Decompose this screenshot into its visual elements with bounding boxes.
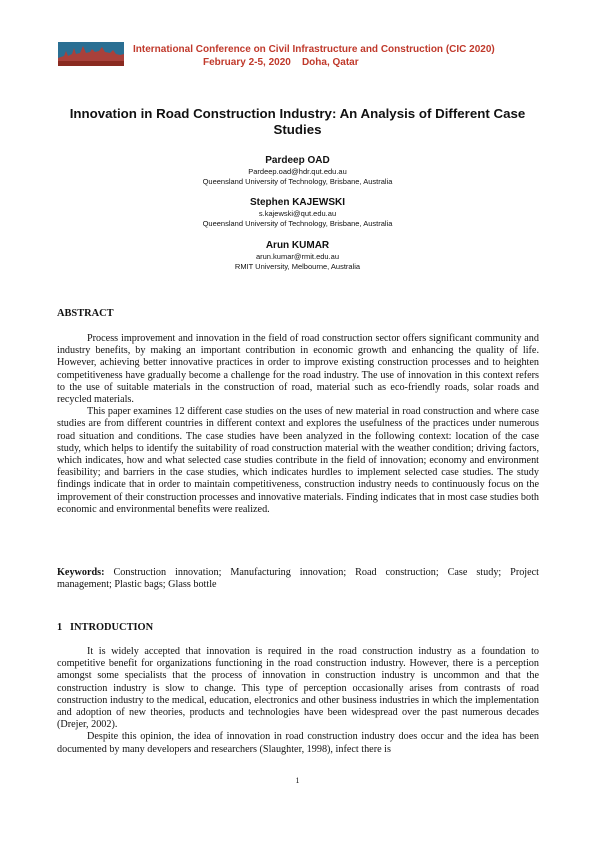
introduction-paragraph: Despite this opinion, the idea of innovation in road construction industry does occur and the idea has been documented by many developers and researchers (Slaughter, 1998), infect there is [57, 731, 539, 755]
author-name: Stephen KAJEWSKI [249, 197, 345, 208]
page-number: 1 [295, 776, 300, 785]
keywords [57, 567, 539, 591]
paper-title: Innovation in Road Construction Industry: An Analysis of Different Case Studies [69, 106, 526, 137]
introduction-paragraph: It is widely accepted that innovation is required in the road construction industry as a foundation to competitive benefit for organizations functioning in the road construction industry. However, there is a perception amongst some specialists that the process of innovation in construction industry is uncommon and that the construction industry is slow to change. This type of perception occasionally arises from contrasts of road construction industry to the medical, education, electronics and other business industries in which the implementation and adoption of new theories, products and technologies have been widespread over the past numerous decades (Drejer, 2002). [57, 646, 539, 731]
author-email: arun.kumar@rmit.edu.au [255, 252, 340, 261]
author-block-1 [0, 154, 595, 187]
introduction-heading: 1 INTRODUCTION [57, 622, 154, 633]
introduction-body [57, 646, 539, 756]
author-affiliation: Queensland University of Technology, Brisbane, Australia [202, 177, 393, 186]
author-name: Pardeep OAD [265, 155, 330, 166]
keywords-label: Keywords: [57, 567, 105, 578]
conference-title: International Conference on Civil Infrastructure and Construction (CIC 2020) [133, 44, 495, 55]
author-affiliation: RMIT University, Melbourne, Australia [234, 262, 361, 271]
keywords-text: Construction innovation; Manufacturing innovation; Road construction; Case study; Project management; Plastic bags; Glass bottle [57, 567, 540, 591]
author-email: s.kajewski@qut.edu.au [258, 209, 337, 218]
author-block-3 [0, 239, 595, 272]
abstract-body [57, 333, 539, 516]
conference-dates-location: February 2-5, 2020 Doha, Qatar [203, 57, 359, 68]
author-block-2 [0, 196, 595, 229]
abstract-paragraph: This paper examines 12 different case studies on the uses of new material in road construction and where case studies are from different countries in different context and explores the usefulness of the practices under numerous road situation and conditions. The case studies have been analyzed in the following context: location of the case study, which helps to identify the suitability of road construction material with the weather condition; driving factors, which indicates, how and what selected case studies contribute in the field of innovation; economy and environment feasibility; and barriers in the case studies, which indicates hurdles to implement selected case studies. The study findings indicate that in order to maintain competitiveness, construction industry needs to continuously focus on the improvement of their construction processes and innovative materials. Finding indicates that in most case studies both economic and environmental benefits were realized. [57, 406, 539, 515]
abstract-heading: ABSTRACT [57, 308, 114, 319]
conference-logo-icon [58, 42, 124, 66]
author-affiliation: Queensland University of Technology, Brisbane, Australia [202, 219, 393, 228]
author-email: Pardeep.oad@hdr.qut.edu.au [248, 167, 347, 176]
author-name: Arun KUMAR [265, 240, 330, 251]
abstract-paragraph: Process improvement and innovation in the field of road construction sector offers significant community and industry benefits, by making an important contribution in economic growth and enhancing the quality of life. However, achieving better innovative practices in order to improve existing construction processes and to heighten competitiveness have gradually become a challenge for the road industry. The use of innovation in this context refers to the use of suitable materials in the construction of road, material such as eco-friendly roads, solar roads and recycled materials. [57, 333, 539, 406]
